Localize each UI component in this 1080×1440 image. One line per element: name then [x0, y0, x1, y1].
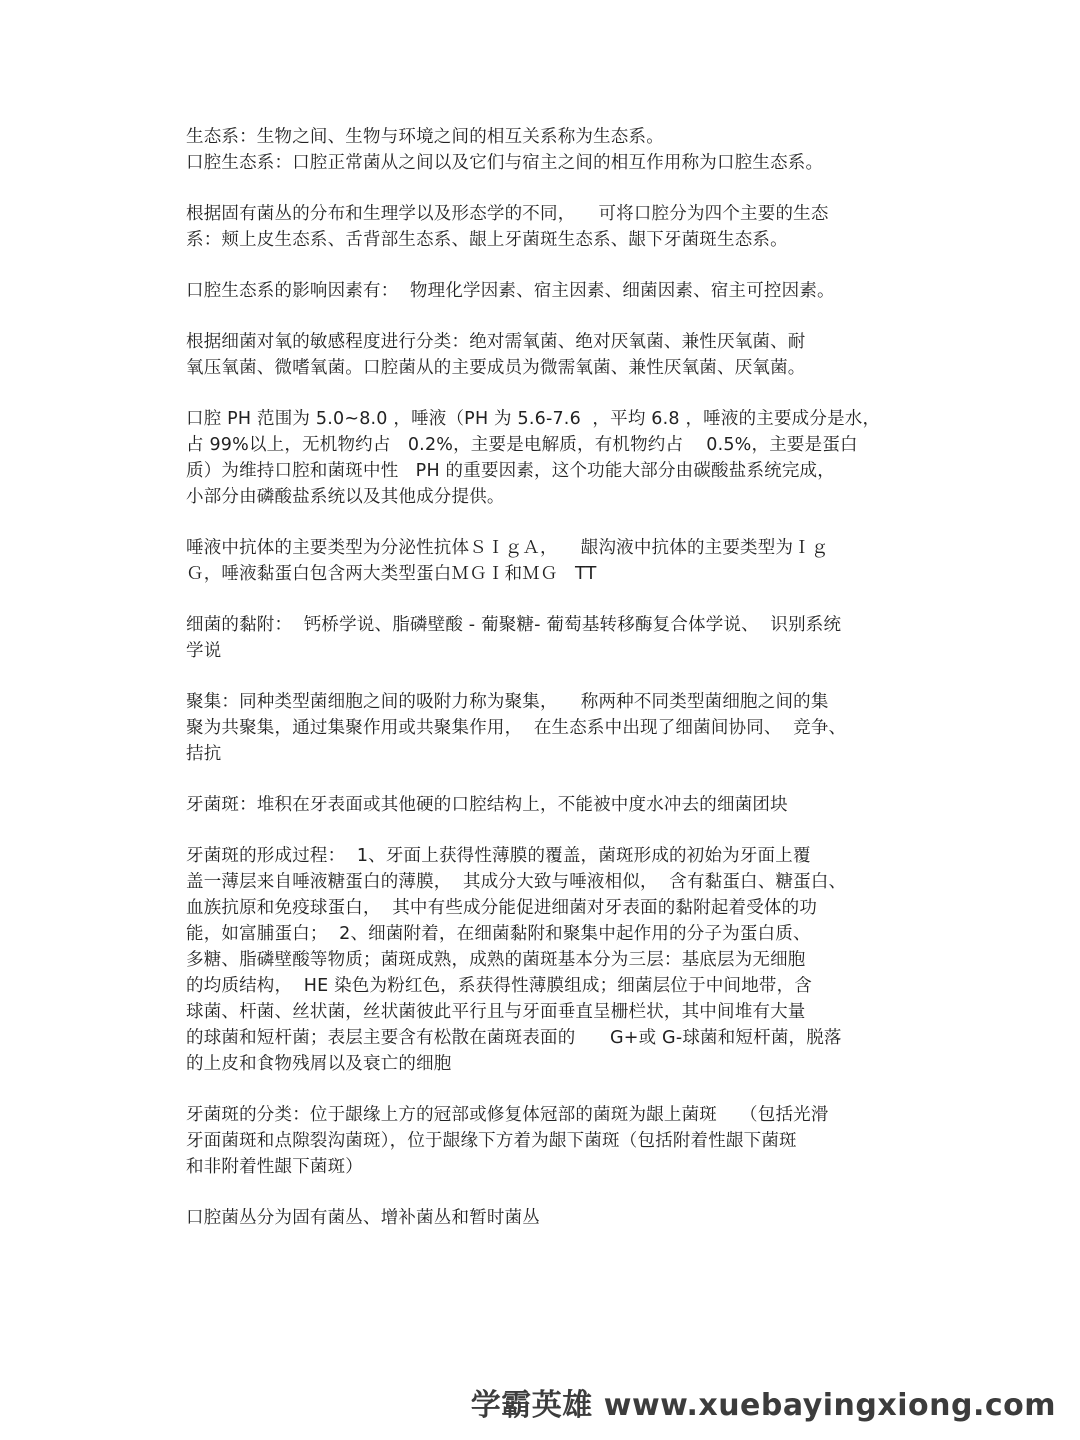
text-line: 口腔 PH 范围为 5.0~8.0 ，唾液（PH 为 5.6-7.6 ，平均 6.8 ，唾液的主要成分是水，	[186, 409, 881, 429]
text-line: 系：颊上皮生态系、舌背部生态系、龈上牙菌斑生态系、龈下牙菌斑生态系。	[186, 230, 788, 250]
text-line: 氧压氧菌、微嗜氧菌。口腔菌从的主要成员为微需氧菌、兼性厌氧菌、厌氧菌。	[186, 358, 806, 378]
paragraph	[186, 329, 906, 381]
text-line: 球菌、杆菌、丝状菌，丝状菌彼此平行且与牙面垂直呈栅栏状，其中间堆有大量	[186, 1002, 806, 1022]
text-line: 占 99%以上，无机物约占 0.2%，主要是电解质，有机物约占 0.5%，主要是蛋白	[186, 435, 858, 455]
text-line: Ｇ，唾液黏蛋白包含两大类型蛋白ＭＧＩ和ＭＧ TT	[186, 564, 597, 584]
text-line: 生态系：生物之间、生物与环境之间的相互关系称为生态系。	[186, 127, 664, 147]
text-line: 的均质结构， HE 染色为粉红色，系获得性薄膜组成；细菌层位于中间地带，含	[186, 976, 813, 996]
text-line: 学说	[186, 641, 222, 661]
text-line: 根据固有菌丛的分布和生理学以及形态学的不同， 可将口腔分为四个主要的生态	[186, 204, 829, 224]
paragraph	[186, 406, 906, 510]
text-line: 多糖、脂磷壁酸等物质；菌斑成熟，成熟的菌斑基本分为三层：基底层为无细胞	[186, 950, 806, 970]
text-line: 能，如富脯蛋白； 2、细菌附着，在细菌黏附和聚集中起作用的分子为蛋白质、	[186, 924, 811, 944]
text-line: 聚集：同种类型菌细胞之间的吸附力称为聚集， 称两种不同类型菌细胞之间的集	[186, 692, 829, 712]
paragraph	[186, 278, 906, 304]
paragraph	[186, 792, 906, 818]
text-line: 牙菌斑的形成过程： 1、牙面上获得性薄膜的覆盖，菌斑形成的初始为牙面上覆	[186, 846, 811, 866]
site-watermark: 学霸英雄 www.xuebayingxiong.com	[470, 1388, 1056, 1423]
text-line: 唾液中抗体的主要类型为分泌性抗体ＳＩｇＡ， 龈沟液中抗体的主要类型为Ｉｇ	[186, 538, 829, 558]
text-line: 牙菌斑的分类：位于龈缘上方的冠部或修复体冠部的菌斑为龈上菌斑 （包括光滑	[186, 1105, 829, 1125]
text-line: 盖一薄层来自唾液糖蛋白的薄膜， 其成分大致与唾液相似， 含有黏蛋白、糖蛋白、	[186, 872, 847, 892]
paragraph	[186, 612, 906, 664]
text-line: 和非附着性龈下菌斑）	[186, 1157, 363, 1177]
paragraph	[186, 1102, 906, 1180]
text-line: 的球菌和短杆菌；表层主要含有松散在菌斑表面的 G+或 G-球菌和短杆菌，脱落	[186, 1028, 842, 1048]
paragraph	[186, 535, 906, 587]
document-body	[186, 124, 906, 1256]
text-line: 口腔生态系的影响因素有： 物理化学因素、宿主因素、细菌因素、宿主可控因素。	[186, 281, 835, 301]
text-line: 牙菌斑：堆积在牙表面或其他硬的口腔结构上，不能被中度水冲去的细菌团块	[186, 795, 788, 815]
text-line: 细菌的黏附： 钙桥学说、脂磷壁酸 - 葡聚糖- 葡萄基转移酶复合体学说、 识别系统	[186, 615, 842, 635]
paragraph	[186, 124, 906, 176]
text-line: 血族抗原和免疫球蛋白， 其中有些成分能促进细菌对牙表面的黏附起着受体的功	[186, 898, 818, 918]
text-line: 小部分由磷酸盐系统以及其他成分提供。	[186, 487, 505, 507]
text-line: 口腔生态系：口腔正常菌从之间以及它们与宿主之间的相互作用称为口腔生态系。	[186, 153, 824, 173]
paragraph	[186, 689, 906, 767]
text-line: 质）为维持口腔和菌斑中性 PH 的重要因素，这个功能大部分由碳酸盐系统完成，	[186, 461, 835, 481]
text-line: 牙面菌斑和点隙裂沟菌斑），位于龈缘下方着为龈下菌斑（包括附着性龈下菌斑	[186, 1131, 797, 1151]
text-line: 聚为共聚集，通过集聚作用或共聚集作用， 在生态系中出现了细菌间协同、 竞争、	[186, 718, 847, 738]
text-line: 根据细菌对氧的敏感程度进行分类：绝对需氧菌、绝对厌氧菌、兼性厌氧菌、耐	[186, 332, 806, 352]
paragraph	[186, 1205, 906, 1231]
paragraph	[186, 201, 906, 253]
paragraph	[186, 843, 906, 1077]
text-line: 口腔菌丛分为固有菌丛、增补菌丛和暂时菌丛	[186, 1208, 540, 1228]
text-line: 的上皮和食物残屑以及衰亡的细胞	[186, 1054, 452, 1074]
text-line: 拮抗	[186, 744, 222, 764]
